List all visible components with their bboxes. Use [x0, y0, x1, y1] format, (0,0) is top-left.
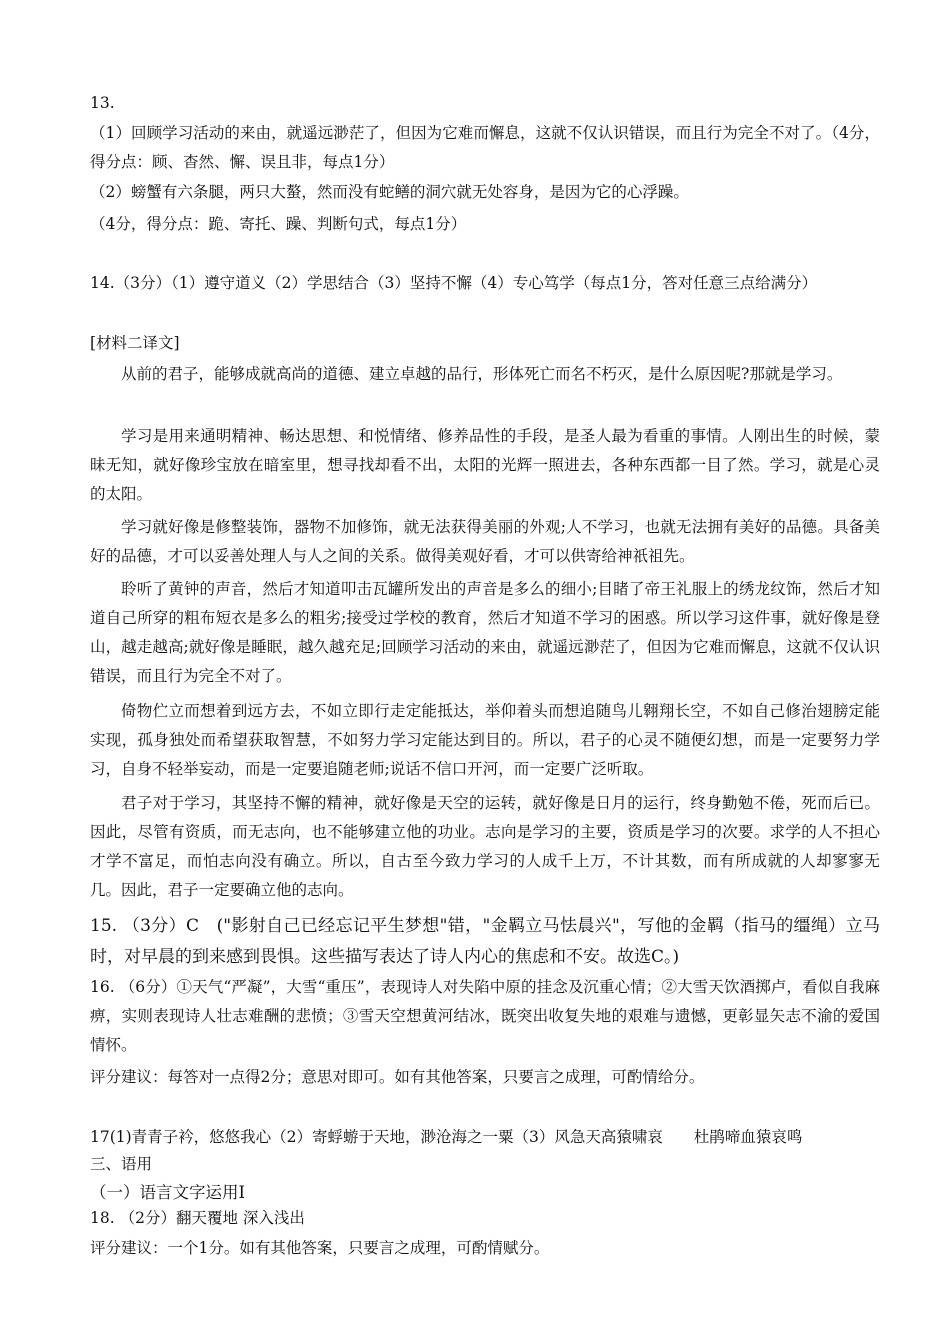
q18-scoring-advice: 评分建议：一个1分。如有其他答案，只要言之成理，可酌情赋分。 [90, 1239, 550, 1257]
q13-scoring: （4分，得分点：跪、寄托、躁、判断句式，每点1分） [90, 215, 467, 233]
q13-part1: （1）回顾学习活动的来由，就遥远渺茫了，但因为它难而懈息，这就不仅认识错误，而且行为完全不对了。（4分，得分点：顾、杳然、懈、误且非，每点1分） [90, 124, 880, 171]
translation-paragraph: 从前的君子，能够成就高尚的道德、建立卓越的品行，形体死亡而名不朽灭，是什么原因呢?那就是学习。 [121, 365, 843, 383]
translation-paragraph: 学习是用来通明精神、畅达思想、和悦情绪、修养品性的手段，是圣人最为看重的事情。人刚出生的时候，蒙昧无知，就好像珍宝放在暗室里，想寻找却看不出，太阳的光辉一照进去，各种东西都一目了然。学习，就是心灵的太阳。 [90, 427, 880, 503]
translation-paragraph: 君子对于学习，其坚持不懈的精神，就好像是天空的运转，就好像是日月的运行，终身勤勉不倦，死而后已。因此，尽管有资质，而无志向，也不能够建立他的功业。志向是学习的主要，资质是学习的次要。求学的人不担心才学不富足，而怕志向没有确立。所以，自古至今致力学习的人成千上万，不计其数，而有所成就的人却寥寥无几。因此，君子一定要确立他的志向。 [90, 794, 880, 899]
translation-paragraph: 聆听了黄钟的声音，然后才知道叩击瓦罐所发出的声音是多么的细小;目睹了帝王礼服上的绣龙纹饰，然后才知道自己所穿的粗布短衣是多么的粗劣;接受过学校的教育，然后才知道不学习的困惑。所以学习这件事，就好像是登山，越走越高;就好像是睡眠，越久越充足;回顾学习活动的来由，就遥远渺茫了，但因为它难而懈息，这就不仅认识错误，而且行为完全不对了。 [90, 580, 880, 685]
q17-answer: 17(1)青青子衿，悠悠我心（2）寄蜉蝣于天地，渺沧海之一粟（3）风急天高猿啸哀 杜鹃啼血猿哀鸣 [90, 1128, 803, 1146]
q13-number: 13. [90, 94, 115, 112]
section-subtitle: （一）语言文字运用Ⅰ [90, 1183, 246, 1202]
q18-answer: 18. （2分）翻天覆地 深入浅出 [90, 1209, 305, 1227]
q15-answer: 15. （3分）C ("影射自己已经忘记平生梦想"错，"金羁立马怯晨兴"，写他的金羁（指马的缰绳）立马时，对早晨的到来感到畏惧。这些描写表达了诗人内心的焦虑和不安。故选C。) [90, 916, 880, 967]
section-title: 三、语用 [90, 1155, 153, 1173]
translation-title: [材料二译文] [90, 334, 180, 352]
translation-paragraph: 学习就好像是修整装饰，器物不加修饰，就无法获得美丽的外观;人不学习，也就无法拥有美好的品德。具备美好的品德，才可以妥善处理人与人之间的关系。做得美观好看，才可以供寄给神祇祖先。 [90, 518, 880, 565]
q13-part2: （2）螃蟹有六条腿，两只大螯，然而没有蛇鳝的洞穴就无处容身，是因为它的心浮躁。 [90, 183, 689, 201]
q16-scoring-advice: 评分建议：每答对一点得2分；意思对即可。如有其他答案，只要言之成理，可酌情给分。 [90, 1068, 705, 1086]
q16-answer: 16. （6分）①天气“严凝”，大雪“重压”，表现诗人对失陷中原的挂念及沉重心情；②大雪天饮酒掷卢，看似自我麻痹，实则表现诗人壮志难酬的悲愤；③雪天空想黄河结冰，既突出收复失地的艰难与遗憾，更彰显矢志不渝的爱国情怀。 [90, 978, 880, 1054]
translation-paragraph: 倚物伫立而想着到远方去，不如立即行走定能抵达，举仰着头而想追随鸟儿翱翔长空，不如自己修治翅膀定能实现，孤身独处而希望获取智慧，不如努力学习定能达到目的。所以，君子的心灵不随便幻想，而是一定要努力学习，自身不轻举妄动，而是一定要追随老师;说话不信口开河，而一定要广泛听取。 [90, 702, 880, 778]
q14-answer: 14.（3分）（1）遵守道义（2）学思结合（3）坚持不懈（4）专心笃学（每点1分，答对任意三点给满分） [90, 274, 818, 292]
